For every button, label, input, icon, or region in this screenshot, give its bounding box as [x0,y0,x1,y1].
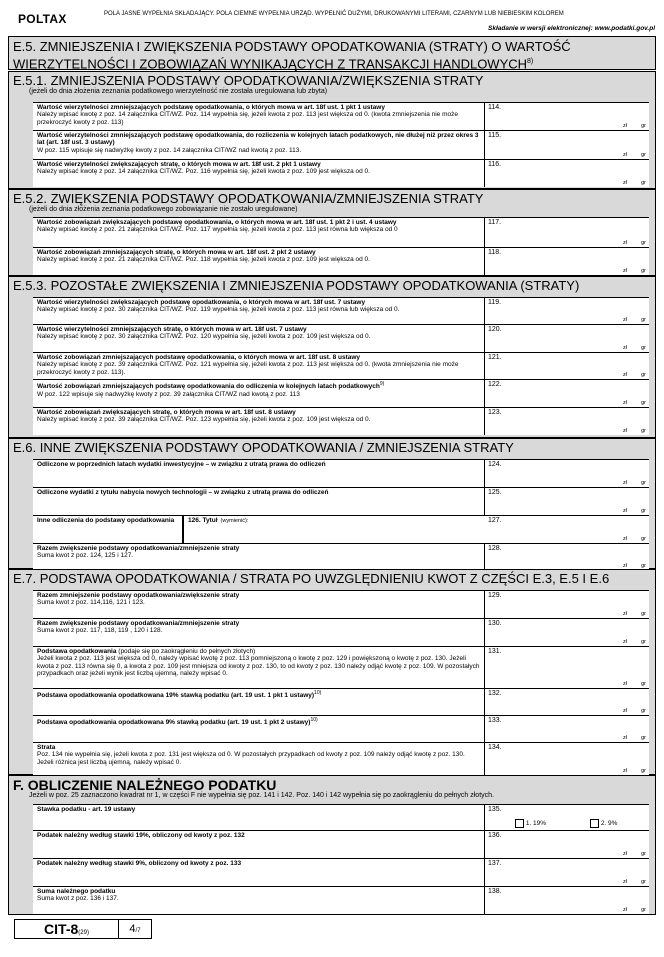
unit-zl: zł [623,508,627,514]
field-title-text: Podstawa opodatkowania opodatkowana 9% stawką podatku (art. 19 ust. 1 pkt 2 ustawy) [37,719,311,727]
field-number: 115. [488,132,502,139]
unit-gr: gr [641,563,646,569]
field-row-134 [33,743,649,775]
footnote-ref: 9) [379,381,385,387]
amount-field-133[interactable] [485,716,649,742]
unit-zl: zł [623,268,627,274]
unit-gr: gr [641,611,646,617]
section-e53-title: E.5.3. POZOSTAŁE ZWIĘKSZENIA I ZMNIEJSZENIA PODSTAWY OPODATKOWANIA (STRATY) [13,278,580,293]
field-description [33,460,485,487]
field-note: Suma kwot z poz. 124, 125 i 127. [37,552,134,560]
unit-gr: gr [641,639,646,645]
rate-9-checkbox[interactable] [590,819,599,828]
field-title [37,299,480,306]
field-title [37,690,480,700]
field-note: W poz. 122 wpisuje się nadwyżkę kwoty z poz. 39 załącznika CIT/WZ nad kwotą z poz. 113 [37,390,300,398]
unit-gr: gr [641,879,646,885]
field-row-137 [33,859,649,887]
unit-gr: gr [641,123,646,129]
field-row-125 [33,488,649,516]
field-title-text: Wartość wierzytelności zmniejszających stratę, o których mowa w art. 18f ust. 7 ustawy [37,326,307,333]
field-number: 128. [488,545,502,552]
field-title [37,832,480,839]
field-number: 118. [488,249,502,256]
field-title [37,592,480,599]
field-description [33,160,485,187]
field-description [33,325,485,352]
field-title [37,326,480,333]
field-description [33,248,485,275]
unit-zl: zł [623,768,627,774]
field-number: 116. [488,161,502,168]
unit-gr: gr [641,708,646,714]
field-note: Należy wpisać kwotę z poz. 39 załącznika CIT/WZ. Poz. 123 wypełnia się, jeżeli kwota z poz. 109 jest większa od 0. [37,416,371,424]
unit-gr: gr [641,240,646,246]
section-e52-title: E.5.2. ZWIĘKSZENIA PODSTAWY OPODATKOWANIA/ZMNIEJSZENIA STRATY [13,191,484,206]
unit-zl: zł [623,735,627,741]
field-number: 125. [488,489,502,496]
unit-zl: zł [623,152,627,158]
amount-field-130[interactable] [485,619,649,646]
field-row-129 [33,591,649,619]
amount-field-118[interactable] [485,248,649,275]
field-title-text: Inne odliczenia do podstawy opodatkowania [37,517,175,524]
field-description [33,544,485,570]
unit-gr: gr [641,851,646,857]
amount-field-124[interactable] [485,460,649,487]
field-note: Należy wpisać kwotę z poz. 39 załącznika CIT/WZ. Poz. 121 wypełnia się, jeżeli kwota z poz. 113 jest większa od 0. (kwota zmniejszenia nie może przekroczyć kwoty z poz. 113). [37,361,459,376]
field-title-text: Strata [37,744,56,751]
field-title-text: Razem zmniejszenie podstawy opodatkowania/zwiększenie straty [37,592,240,599]
unit-zl: zł [623,851,627,857]
field-note: Suma kwot z poz. 117, 118, 119 , 120 i 128. [37,627,163,635]
field-title-text: Suma należnego podatku [37,888,116,895]
field-title-text: Wartość zobowiązań zmniejszających podstawę opodatkowania do odliczenia w kolejnych latach podatkowych [37,383,380,391]
amount-field-137[interactable] [485,859,649,886]
field-title-text: Wartość zobowiązań zmniejszających stratę, o których mowa w art. 18f ust. 2 pkt 2 ustawy [37,249,316,256]
field-title [37,717,480,727]
section-e5 [8,36,656,70]
unit-zl: zł [623,907,627,913]
section-e5-title: E.5. ZMNIEJSZENIA I ZWIĘKSZENIA PODSTAWY OPODATKOWANIA (STRATY) O WARTOŚĆ WIERZYTELNOŚCI I ZOBOWIĄZAŃ WYNIKAJĄCYCH Z TRANSAKCJI HANDLOWYCH$^{8)}$ [13,39,571,72]
unit-gr: gr [641,735,646,741]
field-note: Suma kwot z poz. 136 i 137. [37,895,119,903]
unit-zl: zł [623,611,627,617]
section-e51-title: E.5.1. ZMNIEJSZENIA PODSTAWY OPODATKOWANIA/ZWIĘKSZENIA STRATY [13,73,484,88]
field-title [37,381,480,391]
field-row-131 [33,647,649,689]
field-note: Należy wpisać kwotę z poz. 21 załącznika CIT/WZ. Poz. 118 wypełnia się, jeżeli kwota z poz. 109 jest większa od 0. [37,256,370,264]
unit-gr: gr [641,400,646,406]
field-note: Należy wpisać kwotę z poz. 30 załącznika CIT/WZ. Poz. 119 wypełnia się, jeżeli kwota z poz. 113 jest równa lub większa od 0. [37,306,400,314]
field-description [33,488,485,515]
amount-field-123[interactable] [485,408,649,435]
field-title-text: Podstawa opodatkowania opodatkowana 19% stawką podatku (art. 19 ust. 1 pkt 1 ustawy) [37,692,315,700]
unit-zl: zł [623,708,627,714]
field-title [37,104,480,111]
field-note: W poz. 115 wpisuje się nadwyżkę kwoty z poz. 14 załącznika CIT/WZ nad kwotą z poz. 113. [37,146,302,154]
rate-9-label: 2. 9% [600,820,618,828]
field-description [33,716,485,742]
field-description [33,689,485,715]
field-number: 131. [488,648,502,655]
field-number: 122. [488,381,502,388]
section-e6-rows [33,459,649,570]
unit-gr: gr [641,372,646,378]
field-description [33,131,485,159]
unit-zl: zł [623,879,627,885]
field-description [33,103,485,130]
field-note: Poz. 134 nie wypełnia się, jeżeli kwota z poz. 131 jest większa od 0. W pozostałych przypadkach od kwoty z poz. 109 należy odjąć kwotę z poz. 130. Jeżeli różnica jest liczbą ujemną, należy wpisać 0. [37,751,465,766]
footnote-ref: 10) [310,717,318,723]
unit-zl: zł [623,536,627,542]
field-description [33,887,485,914]
field-note: Należy wpisać kwotę z poz. 30 załącznika CIT/WZ. Poz. 120 wypełnia się, jeżeli kwota z poz. 109 jest większa od 0. [37,333,371,341]
field-title-text: Podatek należny według stawki 19%, obliczony od kwoty z poz. 132 [37,832,245,839]
field-row-132 [33,689,649,716]
field-title [37,409,480,416]
field-number: 136. [488,832,502,839]
field-row-124 [33,460,649,488]
field-row-114 [33,103,649,131]
rate-19-checkbox[interactable] [515,819,524,828]
field-number: 114. [488,104,502,111]
section-e52-subtitle: (jeżeli do dnia złożenia zeznania podatkowego zobowiązanie nie zostało uregulowane) [29,206,298,213]
field-number: 123. [488,409,502,416]
section-e51 [8,71,656,189]
field-title-text: Podatek należny według stawki 9%, obliczony od kwoty z poz. 133 [37,860,242,867]
amount-field-114[interactable] [485,103,649,130]
field-title [37,132,480,147]
title-field-126[interactable] [183,516,485,543]
unit-gr: gr [641,268,646,274]
field-description [33,298,485,324]
field-title-text: Wartość zobowiązań zwiększających podstawę opodatkowania, o których mowa w art. 18f ust. 1 pkt 2 i ust. 4 ustawy [37,219,397,226]
unit-gr: gr [641,508,646,514]
field-row-138 [33,887,649,914]
field-title [37,744,480,751]
section-e7 [8,569,656,775]
field-number: 120. [488,326,502,333]
unit-zl: zł [623,428,627,434]
field-description [33,353,485,379]
field-title [37,489,480,496]
field-title [37,648,480,655]
field-title-hint: (podaje się po zaokrągleniu do pełnych złotych) [116,648,256,655]
field-description [33,743,485,775]
field-row-127 [33,516,649,544]
field-title [37,888,480,895]
unit-gr: gr [641,536,646,542]
field-number: 117. [488,219,502,226]
field-note: Należy wpisać kwotę z poz. 21 załącznika CIT/WZ. Poz. 117 wypełnia się, jeżeli kwota z poz. 113 jest równa lub większa od 0 [37,226,398,234]
section-e6-title: E.6. INNE ZWIĘKSZENIA PODSTAWY OPODATKOWANIA / ZMNIEJSZENIA STRATY [13,440,514,455]
field-row-136 [33,831,649,859]
field-description [33,859,485,886]
field-title-text: Wartość wierzytelności zwiększających stratę, o których mowa w art. 18f ust. 2 pkt 1 ustawy [37,161,321,168]
field-description [33,408,485,435]
field-title [37,461,480,468]
field-row-115 [33,131,649,160]
field-title-text: Stawka podatku - art. 19 ustawy [37,806,136,813]
title-field-label: 126. Tytuł [188,517,218,524]
field-title-text: Wartość wierzytelności zmniejszających podstawę opodatkowania, o których mowa w art. 18f ust. 1 pkt 1 ustawy [37,104,385,111]
section-f-title: F. OBLICZENIE NALEŻNEGO PODATKU [13,777,277,793]
field-description [33,647,485,688]
amount-field-119[interactable] [485,298,649,324]
field-description [33,805,485,830]
field-row-123 [33,408,649,435]
field-number: 138. [488,888,502,895]
title-field-hint: (wymienić): [220,518,249,524]
field-row-133 [33,716,649,743]
field-title [37,620,480,627]
unit-zl: zł [623,123,627,129]
rate-9-option[interactable] [590,819,617,828]
field-description [33,619,485,646]
field-title-text: Razem zwiększenie podstawy opodatkowania/zmniejszenie straty [37,545,240,552]
field-number: 130. [488,620,502,627]
rate-19-option[interactable] [515,819,546,828]
unit-zl: zł [623,400,627,406]
unit-gr: gr [641,428,646,434]
field-number: 121. [488,354,502,361]
field-description [33,831,485,858]
field-description [33,380,485,407]
field-title [37,249,480,256]
field-title-text: Odliczone wydatki z tytułu nabycia nowych technologii – w związku z utratą prawa do odliczeń [37,489,329,496]
field-title [37,860,480,867]
section-e51-rows [33,102,649,187]
field-row-119 [33,298,649,325]
field-title [37,806,480,813]
unit-zl: zł [623,563,627,569]
unit-gr: gr [641,768,646,774]
unit-zl: zł [623,180,627,186]
amount-field-134[interactable] [485,743,649,775]
footnote-ref: 10) [314,690,322,696]
amount-field-132[interactable] [485,689,649,715]
field-row-135 [33,805,649,831]
section-e51-subtitle: (jeżeli do dnia złożenia zeznania podatkowego wierzytelność nie została uregulowana lub zbyta) [29,88,328,95]
field-number: 127. [488,517,502,524]
field-description [33,218,485,247]
field-number: 129. [488,592,502,599]
field-title [37,219,480,226]
field-title-text: Wartość zobowiązań zwiększających stratę, o których mowa w art. 18f ust. 8 ustawy [37,409,296,416]
amount-field-116[interactable] [485,160,649,187]
amount-field-122[interactable] [485,380,649,407]
field-note: Należy wpisać kwotę z poz. 14 załącznika CIT/WZ. Poz. 114 wypełnia się, jeżeli kwota z poz. 113 jest większa od 0. (kwota zmniejszenia nie może przekroczyć kwoty z poz. 113) [37,111,458,126]
amount-field-115[interactable] [485,131,649,159]
unit-zl: zł [623,681,627,687]
unit-zl: zł [623,345,627,351]
unit-zl: zł [623,480,627,486]
field-row-116 [33,160,649,187]
field-title [37,354,480,361]
field-number: 119. [488,299,502,306]
section-f-subtitle: Jeżeli w poz. 25 zaznaczono kwadrat nr 1, w części F nie wypełnia się poz. 141 i 142. Poz. 140 i 142 wypełnia się po zaokrągleniu do pełnych złotych. [29,792,494,799]
field-description [33,591,485,618]
field-number: 134. [488,744,502,751]
unit-gr: gr [641,480,646,486]
poltax-logo: POLTAX [18,12,67,26]
field-note: Jeżeli kwota z poz. 113 jest większa od 0, należy wpisać kwotę z poz. 113 pomniejszoną o kwotę z poz. 129 i powiększoną o kwotę z poz. 130. Jeżeli kwota z poz. 113 równa się 0, a kwota z poz. 109 jest mniejsza od kwoty z poz. 130, to od kwoty z poz. 130 należy odjąć kwotę z poz. 109. W pozostałych przypadkach oraz jeżeli wynik jest liczbą ujemną, należy wpisać 0. [37,655,480,678]
unit-zl: zł [623,240,627,246]
section-f-rows [33,804,649,914]
field-title [37,161,480,168]
amount-field-125[interactable] [485,488,649,515]
unit-gr: gr [641,180,646,186]
page-header [10,8,655,34]
amount-field-127[interactable] [485,516,649,543]
form-symbol: CIT-8(29) [15,920,119,938]
amount-field-138[interactable] [485,887,649,914]
rate-19-label: 1. 19% [525,820,547,828]
unit-gr: gr [641,907,646,913]
unit-gr: gr [641,317,646,323]
field-title [37,517,178,524]
field-number: 124. [488,461,502,468]
amount-field-120[interactable] [485,325,649,352]
section-e53-rows [33,297,649,435]
field-number: 137. [488,860,502,867]
fill-instructions: POLA JASNE WYPEŁNIA SKŁADAJĄCY. POLA CIEMNE WYPEŁNIA URZĄD. WYPEŁNIĆ DUŻYMI, DRUKOWANYMI LITERAMI, CZARNYM LUB NIEBIESKIM KOLOREM [104,11,564,17]
field-row-121 [33,353,649,380]
field-row-117 [33,218,649,248]
section-e52 [8,189,656,276]
section-f [8,775,656,915]
unit-gr: gr [641,681,646,687]
field-title [37,545,480,552]
unit-gr: gr [641,345,646,351]
field-number: 133. [488,717,502,724]
field-row-122 [33,380,649,408]
field-description [33,516,183,543]
form-footer [14,919,152,939]
field-row-130 [33,619,649,647]
section-e53 [8,276,656,438]
field-number: 135. [488,806,502,813]
unit-zl: zł [623,639,627,645]
amount-field-136[interactable] [485,831,649,858]
electronic-submission-note: Składanie w wersji elektronicznej: www.podatki.gov.pl [488,25,655,32]
field-title-text: Wartość wierzytelności zwiększających podstawę opodatkowania, o których mowa w art. 18f ust. 7 ustawy [37,299,366,306]
amount-field-129[interactable] [485,591,649,618]
field-number: 132. [488,690,502,697]
unit-zl: zł [623,372,627,378]
page-number: 4/7 [129,923,141,935]
field-row-118 [33,248,649,275]
field-note: Suma kwot z poz. 114,116, 121 i 123. [37,599,145,607]
amount-field-135[interactable] [485,805,649,830]
field-title-text: Wartość wierzytelności zmniejszających podstawę opodatkowania, do rozliczenia w kolejnych latach podatkowych, nie dłużej niż przez okres 3 lat (art. 18f ust. 3 ustawy) [37,132,479,147]
field-title-text: Wartość zobowiązań zmniejszających podstawę opodatkowania, o których mowa w art. 18f ust. 8 ustawy [37,354,361,361]
section-e7-rows [33,590,649,775]
amount-field-131[interactable] [485,647,649,688]
amount-field-121[interactable] [485,353,649,379]
field-title-text: Podstawa opodatkowania [37,648,117,655]
field-note: Należy wpisać kwotę z poz. 14 załącznika CIT/WZ. Poz. 116 wypełnia się, jeżeli kwota z poz. 109 jest większa od 0. [37,168,370,176]
field-title-text: Razem zwiększenie podstawy opodatkowania/zmniejszenie straty [37,620,240,627]
amount-field-128[interactable] [485,544,649,570]
section-e6 [8,438,656,569]
field-title-text: Odliczone w poprzednich latach wydatki inwestycyjne – w związku z utratą prawa do odliczeń [37,461,326,468]
amount-field-117[interactable] [485,218,649,247]
field-row-128 [33,544,649,570]
unit-zl: zł [623,317,627,323]
field-row-120 [33,325,649,353]
section-e52-rows [33,217,649,275]
section-e7-title: E.7. PODSTAWA OPODATKOWANIA / STRATA PO UWZGLĘDNIENIU KWOT Z CZĘŚCI E.3, E.5 I E.6 [13,571,610,586]
unit-gr: gr [641,152,646,158]
